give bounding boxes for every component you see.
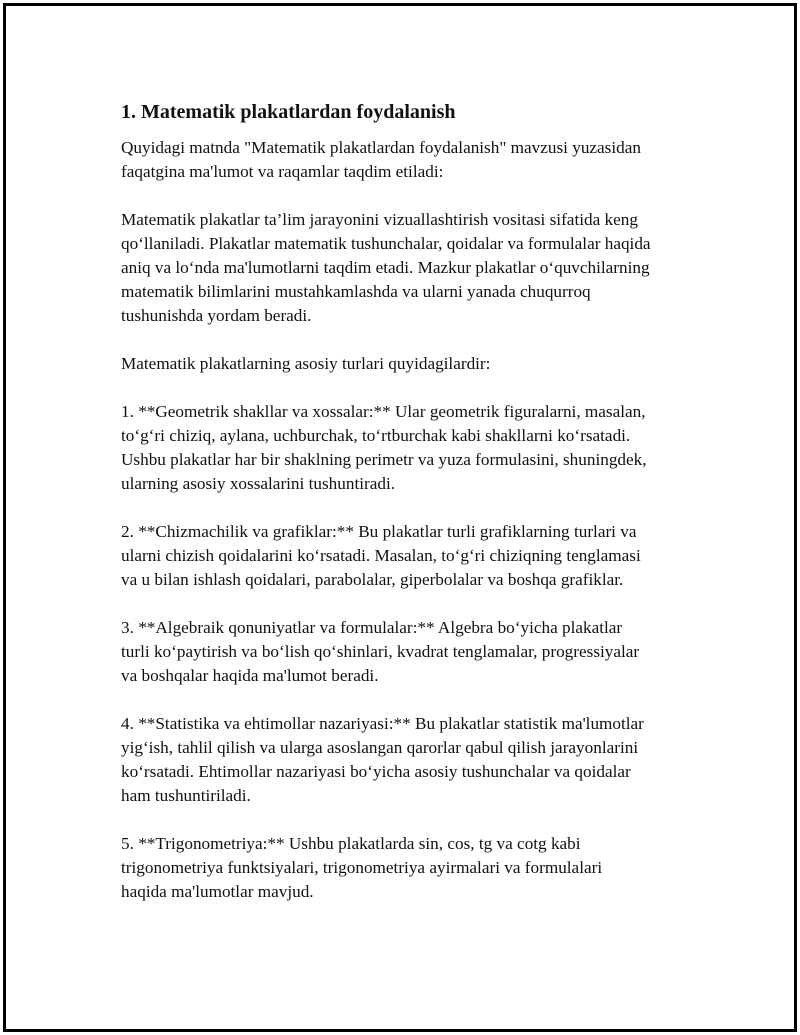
- paragraph-line: Ushbu plakatlar har bir shaklning perimetr va yuza formulasini, shuningdek,: [121, 450, 647, 469]
- list-intro-paragraph: [121, 352, 701, 376]
- page-frame: [3, 3, 797, 1032]
- list-item-graphs: [121, 520, 701, 592]
- paragraph-line: Matematik plakatlarning asosiy turlari quyidagilardir:: [121, 354, 491, 373]
- paragraph-line: ko‘rsatadi. Ehtimollar nazariyasi bo‘yicha asosiy tushunchalar va qoidalar: [121, 762, 631, 781]
- paragraph-line: ham tushuntiriladi.: [121, 786, 251, 805]
- document-body: [121, 98, 701, 928]
- list-item-statistics: [121, 712, 701, 808]
- section-heading: 1. Matematik plakatlardan foydalanish: [121, 101, 456, 123]
- paragraph-line: matematik bilimlarini mustahkamlashda va ularni yanada chuqurroq: [121, 282, 591, 301]
- paragraph-line: 5. **Trigonometriya:** Ushbu plakatlarda sin, cos, tg va cotg kabi: [121, 834, 581, 853]
- paragraph-line: haqida ma'lumotlar mavjud.: [121, 882, 314, 901]
- paragraph-line: trigonometriya funktsiyalari, trigonometriya ayirmalari va formulalari: [121, 858, 603, 877]
- paragraph-line: 3. **Algebraik qonuniyatlar va formulalar:** Algebra bo‘yicha plakatlar: [121, 618, 623, 637]
- paragraph-line: qo‘llaniladi. Plakatlar matematik tushunchalar, qoidalar va formulalar haqida: [121, 234, 651, 253]
- paragraph-line: turli ko‘paytirish va bo‘lish qo‘shinlari, kvadrat tenglamalar, progressiyalar: [121, 642, 640, 661]
- paragraph-line: faqatgina ma'lumot va raqamlar taqdim etiladi:: [121, 162, 444, 181]
- paragraph-line: to‘g‘ri chiziq, aylana, uchburchak, to‘rtburchak kabi shakllarni ko‘rsatadi.: [121, 426, 631, 445]
- list-item-geometry: [121, 400, 701, 496]
- paragraph-line: 4. **Statistika va ehtimollar nazariyasi:** Bu plakatlar statistik ma'lumotlar: [121, 714, 644, 733]
- paragraph-line: va u bilan ishlash qoidalari, parabolalar, giperbolalar va boshqa grafiklar.: [121, 570, 624, 589]
- list-item-algebra: [121, 616, 701, 688]
- paragraph-line: 2. **Chizmachilik va grafiklar:** Bu plakatlar turli grafiklarning turlari va: [121, 522, 637, 541]
- paragraph-line: ularni chizish qoidalarini ko‘rsatadi. Masalan, to‘g‘ri chiziqning tenglamasi: [121, 546, 641, 565]
- paragraph-line: yig‘ish, tahlil qilish va ularga asoslangan qarorlar qabul qilish jarayonlarini: [121, 738, 639, 757]
- paragraph-line: tushunishda yordam beradi.: [121, 306, 312, 325]
- paragraph-line: Matematik plakatlar ta’lim jarayonini vizuallashtirish vositasi sifatida keng: [121, 210, 638, 229]
- paragraph-line: Quyidagi matnda "Matematik plakatlardan foydalanish" mavzusi yuzasidan: [121, 138, 641, 157]
- intro-paragraph: [121, 136, 701, 184]
- paragraph-line: 1. **Geometrik shakllar va xossalar:** Ular geometrik figuralarni, masalan,: [121, 402, 646, 421]
- description-paragraph: [121, 208, 701, 328]
- paragraph-line: aniq va lo‘nda ma'lumotlarni taqdim etadi. Mazkur plakatlar o‘quvchilarning: [121, 258, 650, 277]
- list-item-trigonometry: [121, 832, 701, 904]
- paragraph-line: ularning asosiy xossalarini tushuntiradi.: [121, 474, 396, 493]
- paragraph-line: va boshqalar haqida ma'lumot beradi.: [121, 666, 379, 685]
